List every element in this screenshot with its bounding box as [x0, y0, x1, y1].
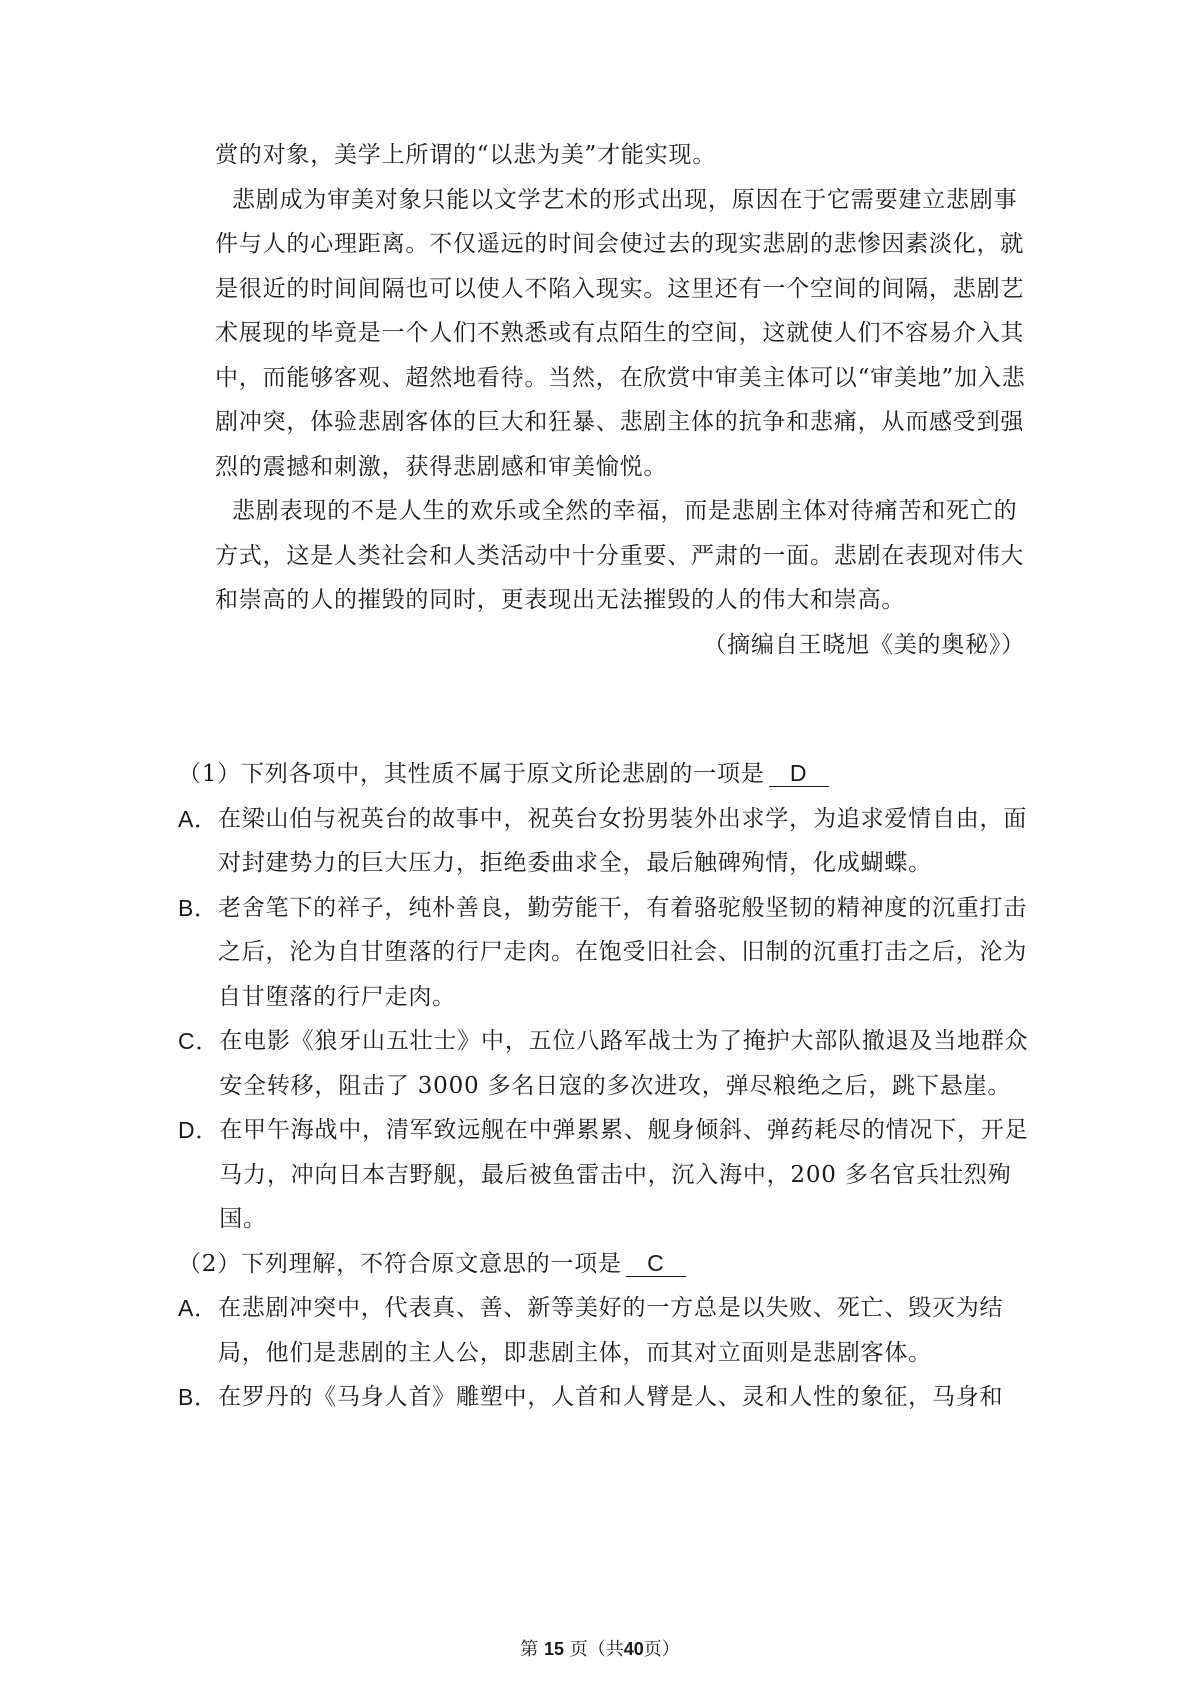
question-1-option-d: [178, 1108, 1035, 1242]
question-1-option-c: [178, 1019, 1035, 1108]
question-section: [178, 752, 1035, 1420]
question-2-answer: C: [626, 1250, 686, 1277]
page-footer: [0, 1635, 1200, 1661]
option-text: 老舍笔下的祥子，纯朴善良，勤劳能干，有着骆驼般坚韧的精神度的沉重打击之后，沦为自甘堕落的行尸走肉。在饱受旧社会、旧制的沉重打击之后，沦为自甘堕落的行尸走肉。: [217, 894, 1028, 1010]
question-1-answer: D: [769, 760, 829, 787]
passage-source: （摘编自王晓旭《美的奥秘》）: [703, 631, 1025, 658]
question-1-stem: （1）下列各项中，其性质不属于原文所论悲剧的一项是: [178, 761, 765, 787]
footer-prefix: 第: [520, 1639, 539, 1660]
passage-paragraph-0: 赏的对象，美学上所谓的“以悲为美”才能实现。: [215, 142, 717, 168]
passage-paragraph-1: 悲剧成为审美对象只能以文学艺术的形式出现，原因在于它需要建立悲剧事件与人的心理距离。不仅遥远的时间会使过去的现实悲剧的悲惨因素淡化，就是很近的时间间隔也可以使人不陷入现实。这里还有一个空间的间隔，悲剧艺术展现的毕竟是一个人们不熟悉或有点陌生的空间，这就使人们不容易介入其中，而能够客观、超然地看待。当然，在欣赏中审美主体可以“审美地”加入悲剧冲突，体验悲剧客体的巨大和狂暴、悲剧主体的抗争和悲痛，从而感受到强烈的震撼和刺激，获得悲剧感和审美愉悦。: [215, 186, 1026, 480]
question-1-option-a: [178, 797, 1035, 886]
footer-page-number: 15: [543, 1639, 564, 1659]
option-text: 在电影《狼牙山五壮士》中，五位八路军战士为了掩护大部队撤退及当地群众安全转移，阻击了 3000 多名日寇的多次进攻，弹尽粮绝之后，跳下悬崖。: [219, 1028, 1029, 1099]
footer-suffix: 页）: [643, 1639, 680, 1660]
question-1: [178, 752, 1035, 1242]
option-text: 在罗丹的《马身人首》雕塑中，人首和人臂是人、灵和人性的象征，马身和: [217, 1384, 1004, 1410]
option-letter: B．: [178, 894, 218, 921]
option-letter: B．: [178, 1384, 218, 1410]
footer-middle: 页（共: [569, 1639, 624, 1660]
option-text: 在甲午海战中，清军致远舰在中弹累累、舰身倾斜、弹药耗尽的情况下，开足马力，冲向日本吉野舰，最后被鱼雷击中，沉入海中，200 多名官兵壮烈殉国。: [219, 1117, 1029, 1232]
option-text: 在梁山伯与祝英台的故事中，祝英台女扮男装外出求学，为追求爱情自由，面对封建势力的巨大压力，拒绝委曲求全，最后触碑殉情，化成蝴蝶。: [217, 805, 1028, 876]
question-1-option-b: [178, 886, 1035, 1020]
option-letter: A．: [178, 805, 218, 832]
option-letter: C．: [178, 1028, 220, 1054]
reading-passage: [215, 133, 1035, 667]
question-2-option-b: [178, 1375, 1035, 1420]
question-2: [178, 1242, 1035, 1420]
option-letter: A．: [178, 1295, 218, 1321]
option-text: 在悲剧冲突中，代表真、善、新等美好的一方总是以失败、死亡、毁灭为结局，他们是悲剧的主人公，即悲剧主体，而其对立面则是悲剧客体。: [217, 1295, 1004, 1366]
passage-paragraph-2: 悲剧表现的不是人生的欢乐或全然的幸福，而是悲剧主体对待痛苦和死亡的方式，这是人类社会和人类活动中十分重要、严肃的一面。悲剧在表现对伟大和崇高的人的摧毁的同时，更表现出无法摧毁的人的伟大和崇高。: [215, 498, 1025, 613]
footer-total-pages: 40: [623, 1639, 644, 1659]
option-letter: D．: [178, 1117, 220, 1143]
question-2-option-a: [178, 1286, 1035, 1375]
question-2-stem: （2）下列理解，不符合原文意思的一项是: [178, 1250, 622, 1277]
